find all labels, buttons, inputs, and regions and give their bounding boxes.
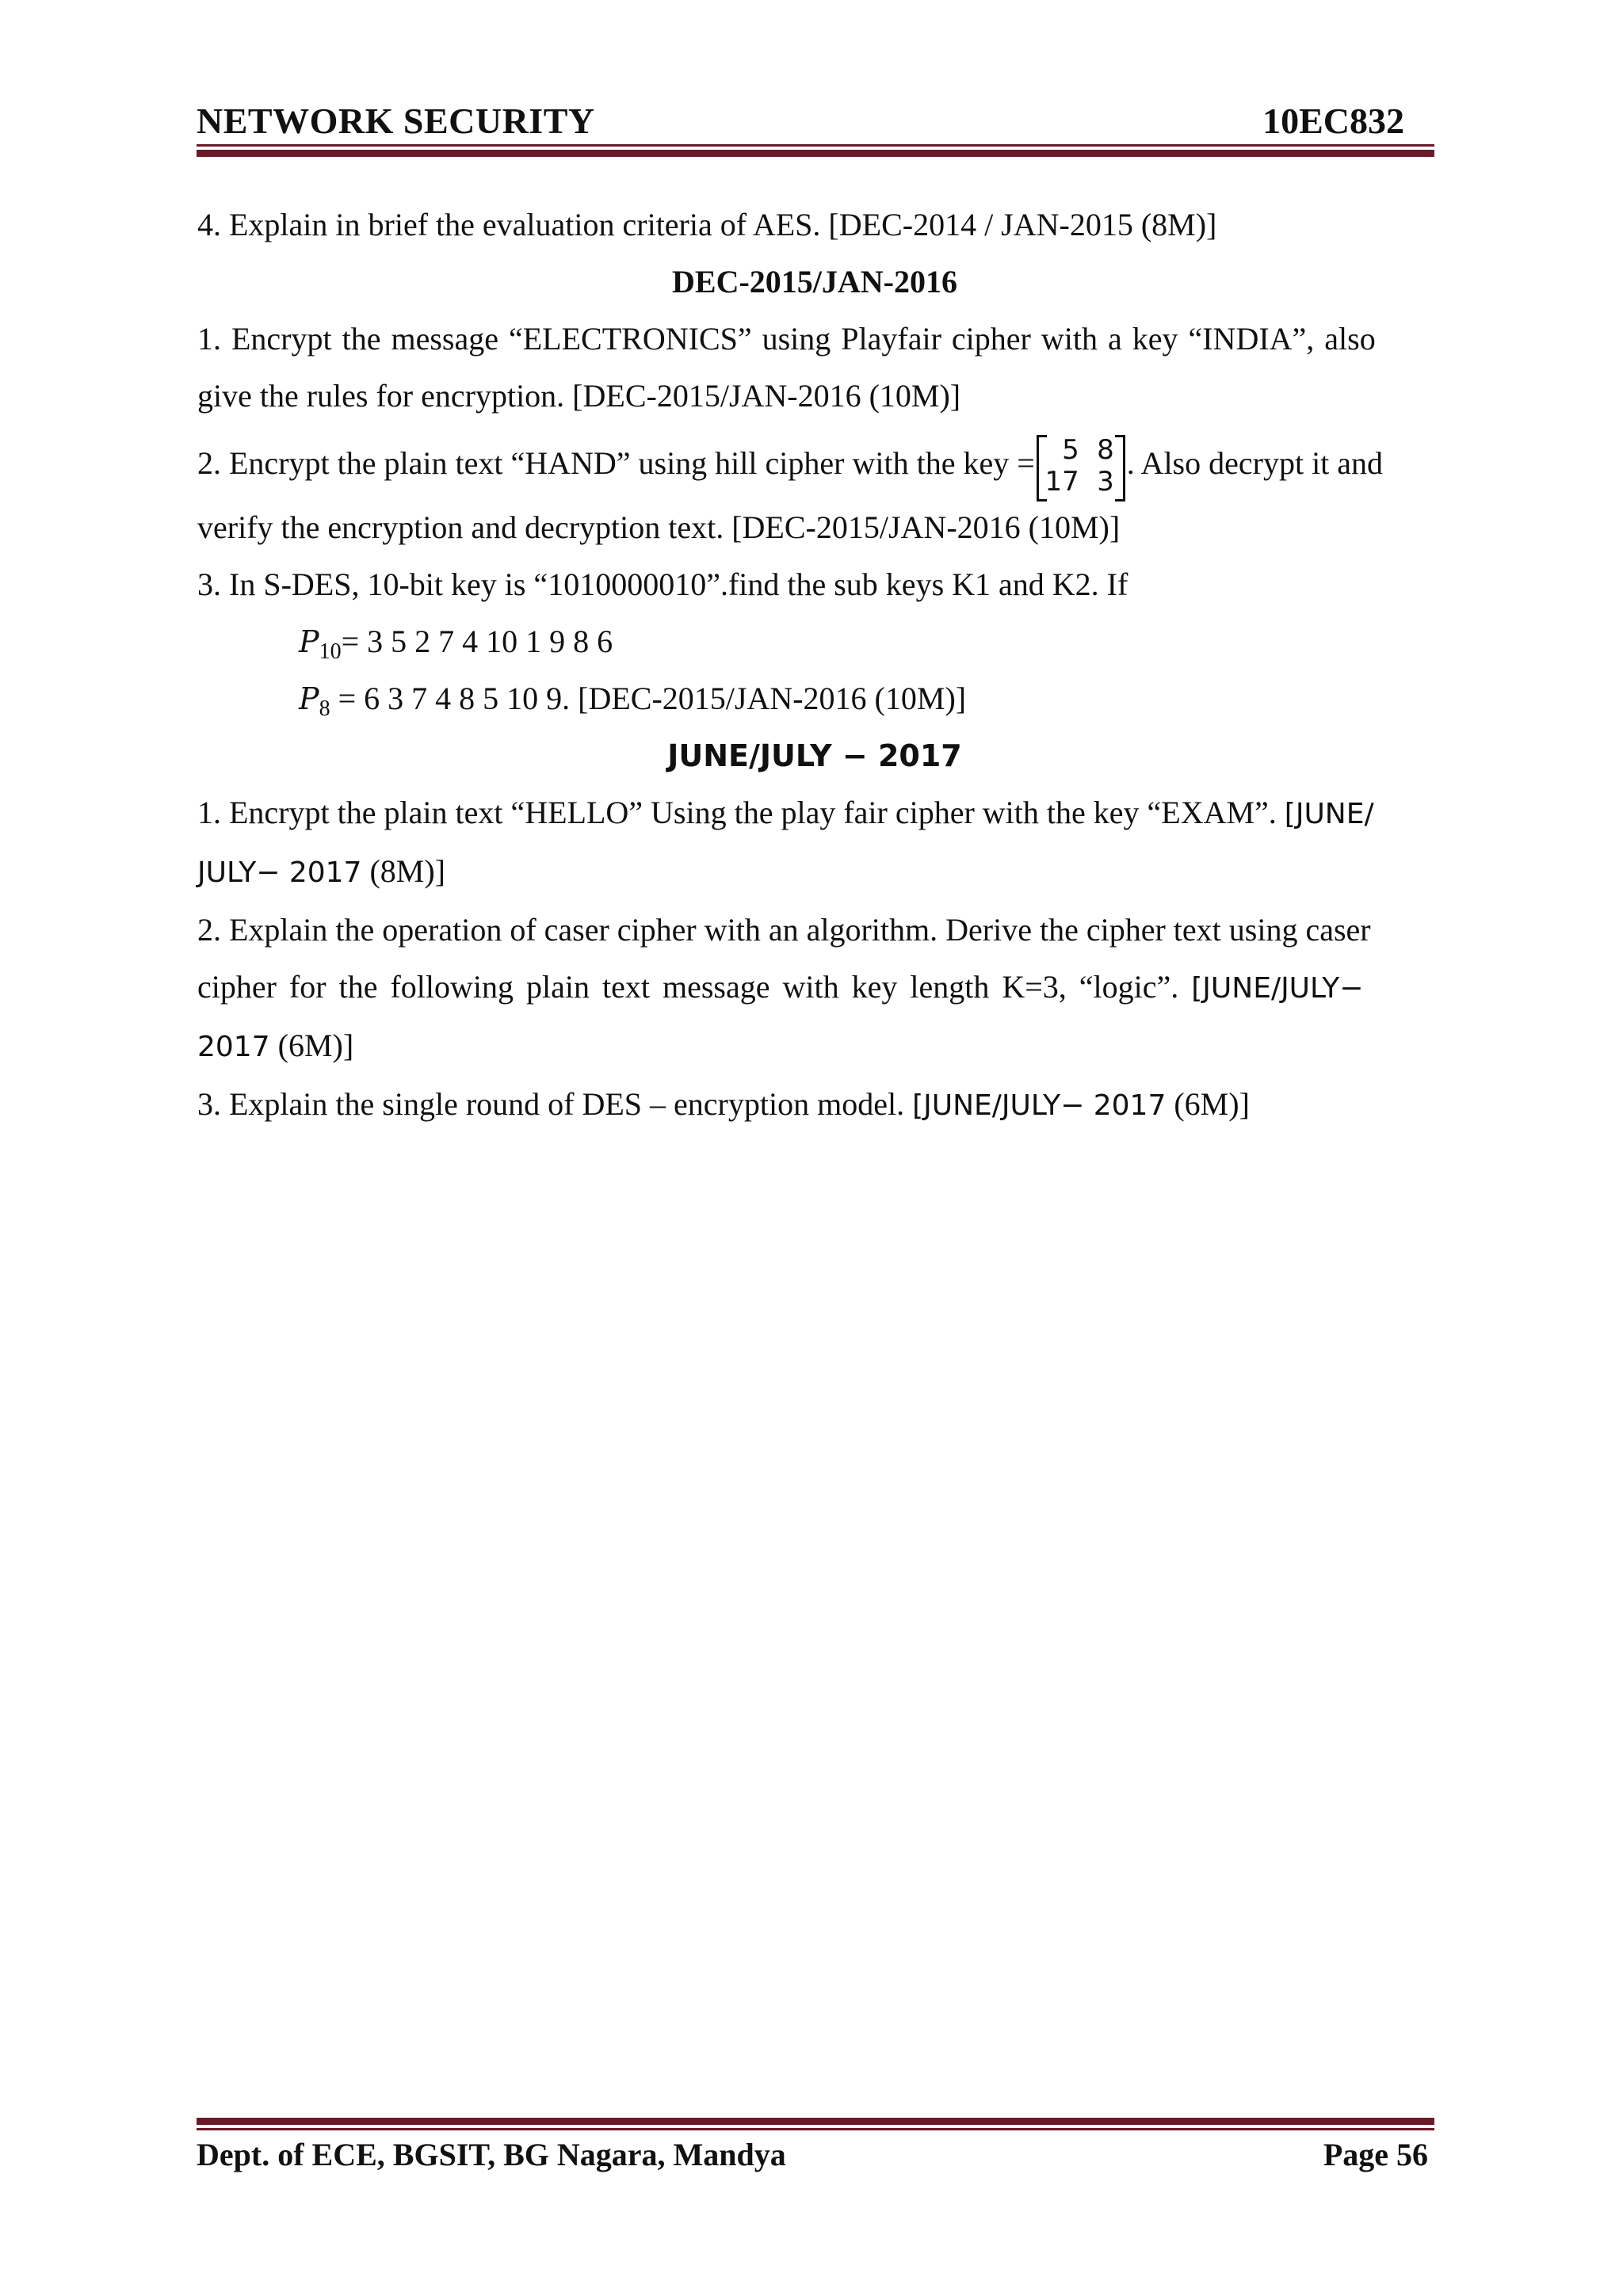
question-des-round [197,1076,1432,1135]
question-line: verify the encryption and decryption text. [DEC-2015/JAN-2016 (10M)] [197,509,1121,545]
permutation-p8 [197,670,1432,727]
question-marks: (6M)] [269,1028,354,1063]
question-line [197,311,1432,368]
page-content [197,196,1432,1135]
question-marks: (8M)] [361,853,445,889]
section-heading-june2017: JUNE/JULY − 2017 [667,738,962,773]
header-rule-thin [197,144,1434,147]
question-line [197,843,1432,902]
question-exam-tag: JULY− 2017 [197,856,362,889]
matrix-cell: 17 [1044,465,1079,498]
matrix-right-bracket [1115,435,1125,502]
question-text: 1. Encrypt the plain text “HELLO” Using the play fair cipher with the key “EXAM”. [197,795,1285,830]
footer-rule-thin [197,2128,1434,2130]
question-playfair-electronics [197,311,1432,425]
section-heading-dec2015: DEC-2015/JAN-2016 [672,264,957,299]
question-sdes-subkeys: 3. In S-DES, 10-bit key is “1010000010”.find the sub keys K1 and K2. If [197,566,1128,602]
question-playfair-hello [197,784,1432,843]
footer-rule-thick [197,2118,1434,2125]
matrix-cell: 8 [1097,433,1114,466]
p10-subscript: 10 [319,639,342,664]
course-code: 10EC832 [1262,101,1404,141]
matrix-cell: 5 [1062,433,1079,466]
question-text: cipher for the following plain text message with key length K=3, “logic”. [197,969,1192,1005]
question-caesar-cipher: 2. Explain the operation of caser cipher with an algorithm. Derive the cipher text using caser [197,912,1371,948]
p10-symbol: P [299,624,319,659]
p8-value: = 6 3 7 4 8 5 10 9. [DEC-2015/JAN-2016 (10M)] [330,681,967,716]
question-text: 2. Encrypt the plain text “HAND” using hill cipher with the key = [197,445,1035,481]
page-header [197,93,1417,149]
footer-department: Dept. of ECE, BGSIT, BG Nagara, Mandya [197,2137,786,2172]
page-footer [197,2136,1434,2183]
question-text: 3. Explain the single round of DES – encryption model. [197,1086,913,1122]
question-hill-cipher [197,428,1432,499]
question-line [197,959,1432,1017]
question-line: give the rules for encryption. [DEC-2015/JAN-2016 (10M)] [197,378,961,414]
question-line-text: 1. Encrypt the message “ELECTRONICS” using Playfair cipher with a key “INDIA”, also [197,321,1376,357]
question-exam-tag: 2017 [197,1031,270,1063]
question-text: . Also decrypt it and [1126,445,1384,481]
question-exam-tag: [JUNE/ [1284,798,1374,830]
matrix-cell: 3 [1097,465,1114,498]
page-number: Page 56 [1323,2137,1428,2172]
permutation-p10 [197,613,1432,670]
header-title: NETWORK SECURITY [197,101,595,141]
question-marks: (6M)] [1166,1086,1250,1122]
p8-subscript: 8 [319,696,330,721]
p10-value: = 3 5 2 7 4 10 1 9 8 6 [341,624,613,659]
key-matrix [1037,433,1125,500]
question-exam-tag: [JUNE/JULY− 2017 [912,1089,1167,1122]
question-aes-criteria: 4. Explain in brief the evaluation criteria of AES. [DEC-2014 / JAN-2015 (8M)] [197,207,1217,242]
question-line [197,1017,1432,1076]
p8-symbol: P [299,681,319,716]
header-rule-thick [197,150,1434,157]
question-exam-tag: [JUNE/JULY− [1191,972,1364,1005]
